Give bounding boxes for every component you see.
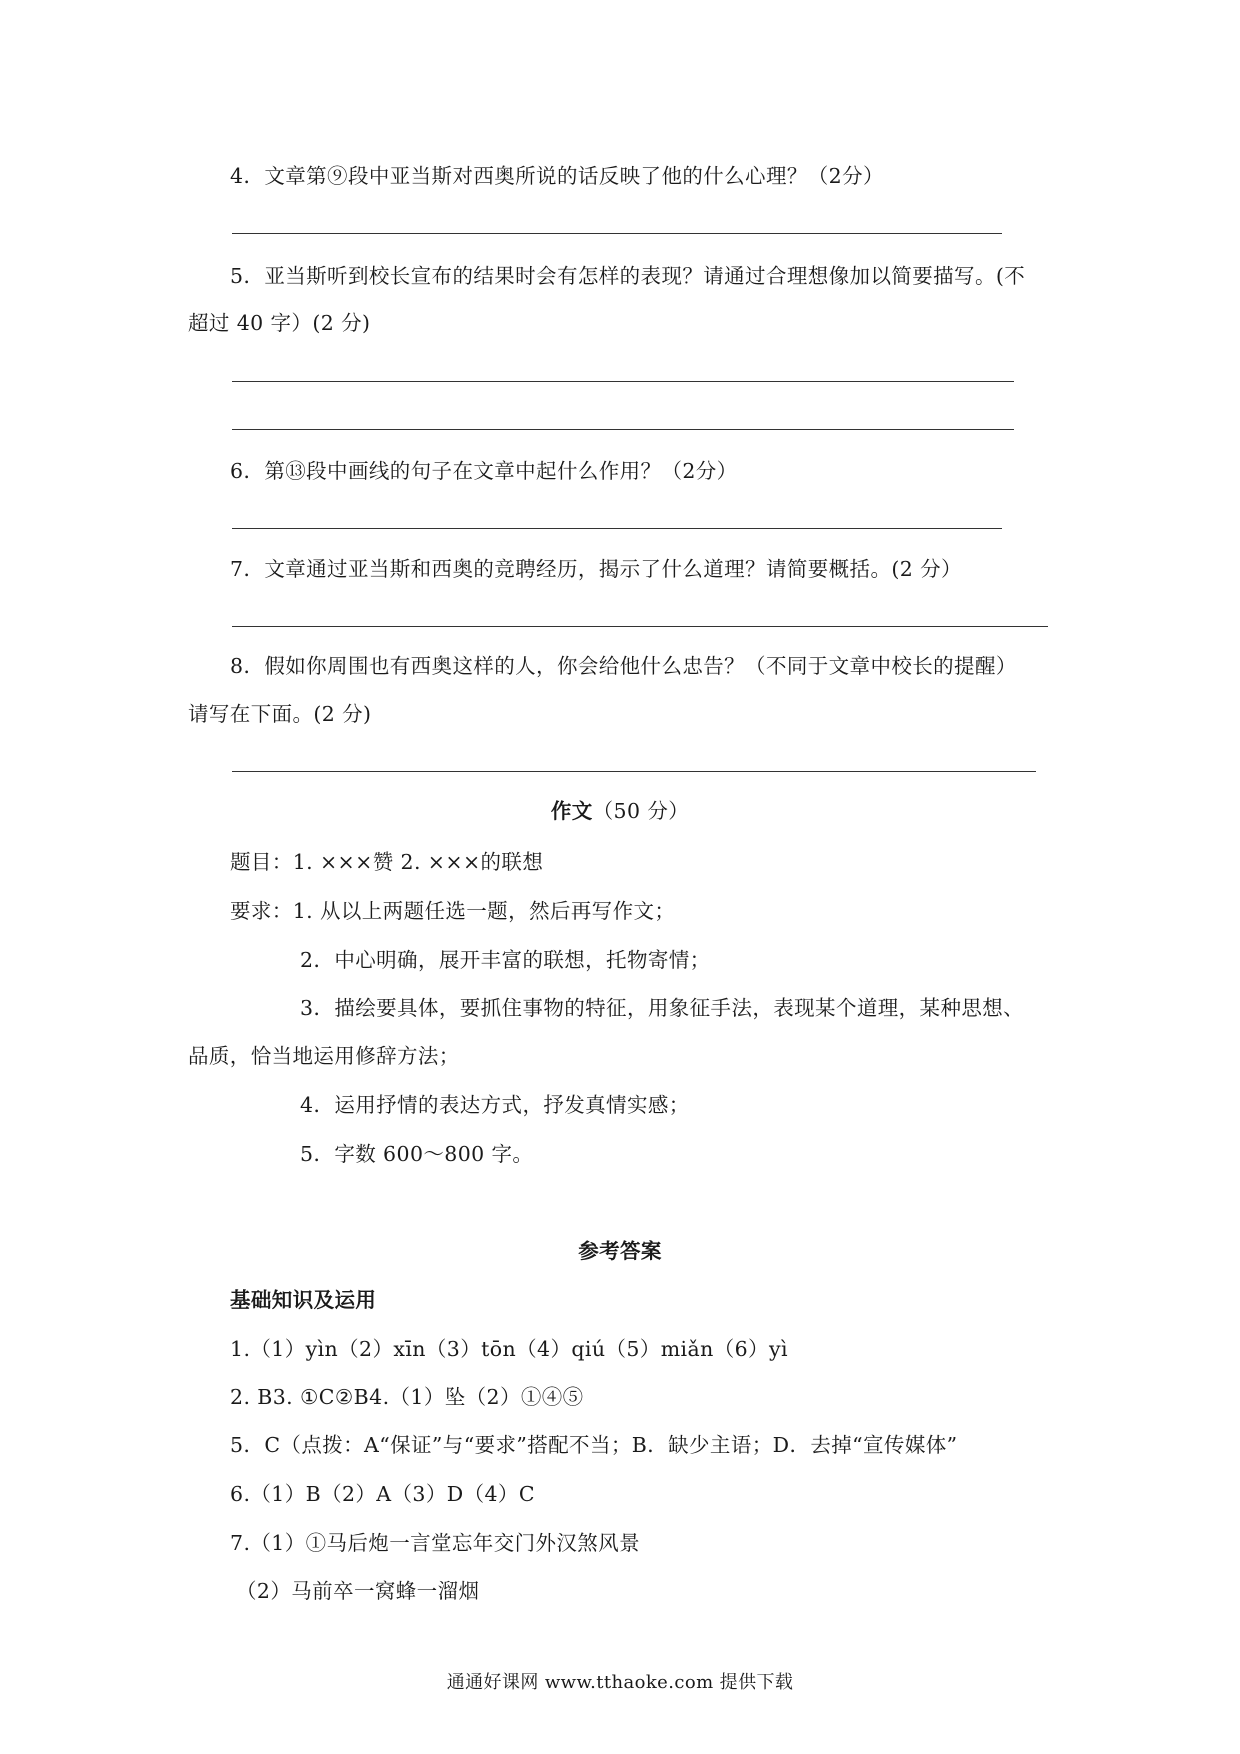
answer-line-q7 [232,626,1048,627]
answers-section-title: 基础知识及运用 [230,1288,377,1312]
answer-line-q6 [232,528,1002,529]
answer-6: 6.（1）B（2）A（3）D（4）C [230,1482,535,1506]
composition-topics: 题目：1. ×××赞 2. ×××的联想 [230,850,544,874]
composition-requirement-3-line-2: 品质，恰当地运用修辞方法； [188,1044,460,1068]
answer-line-q8 [232,771,1036,772]
question-4: 4．文章第⑨段中亚当斯对西奥所说的话反映了他的什么心理？（2分） [230,164,884,188]
composition-requirement-2: 2．中心明确，展开丰富的联想，托物寄情； [300,948,711,972]
question-6: 6．第⑬段中画线的句子在文章中起什么作用？（2分） [230,459,738,483]
question-7: 7．文章通过亚当斯和西奥的竞聘经历，揭示了什么道理？请简要概括。(2 分） [230,557,962,581]
answer-line-q5-1 [232,381,1014,382]
composition-heading [0,797,1240,825]
composition-requirement-5: 5．字数 600～800 字。 [300,1142,534,1166]
answer-7-1: 7.（1）①马后炮一言堂忘年交门外汉煞风景 [230,1531,641,1555]
composition-title: 作文 [550,799,593,823]
composition-score: （50 分） [592,799,690,823]
question-8-line-2: 请写在下面。(2 分) [188,702,372,726]
composition-requirement-3-line-1: 3．描绘要具体，要抓住事物的特征，用象征手法，表现某个道理，某种思想、 [300,996,1025,1020]
question-5-line-1: 5．亚当斯听到校长宣布的结果时会有怎样的表现？请通过合理想像加以简要描写。(不 [230,264,1026,288]
answers-heading: 参考答案 [578,1239,662,1263]
answer-2-4: 2. B3. ①C②B4.（1）坠（2）①④⑤ [230,1385,584,1409]
answer-7-2: （2）马前卒一窝蜂一溜烟 [236,1579,480,1603]
answer-line-q5-2 [232,429,1014,430]
page-footer: 通通好课网 www.tthaoke.com 提供下载 [446,1672,794,1693]
question-5-line-2: 超过 40 字）(2 分) [188,311,371,335]
answer-1: 1.（1）yìn（2）xīn（3）tōn（4）qiú（5）miǎn（6）yì [230,1337,788,1361]
answer-line-q4 [232,233,1002,234]
answer-5: 5．C（点拨：A“保证”与“要求”搭配不当；B．缺少主语；D．去掉“宣传媒体” [230,1433,958,1457]
question-8-line-1: 8．假如你周围也有西奥这样的人，你会给他什么忠告？（不同于文章中校长的提醒） [230,654,1017,678]
composition-requirement-1: 要求：1. 从以上两题任选一题，然后再写作文； [230,899,676,923]
composition-requirement-4: 4．运用抒情的表达方式，抒发真情实感； [300,1093,690,1117]
